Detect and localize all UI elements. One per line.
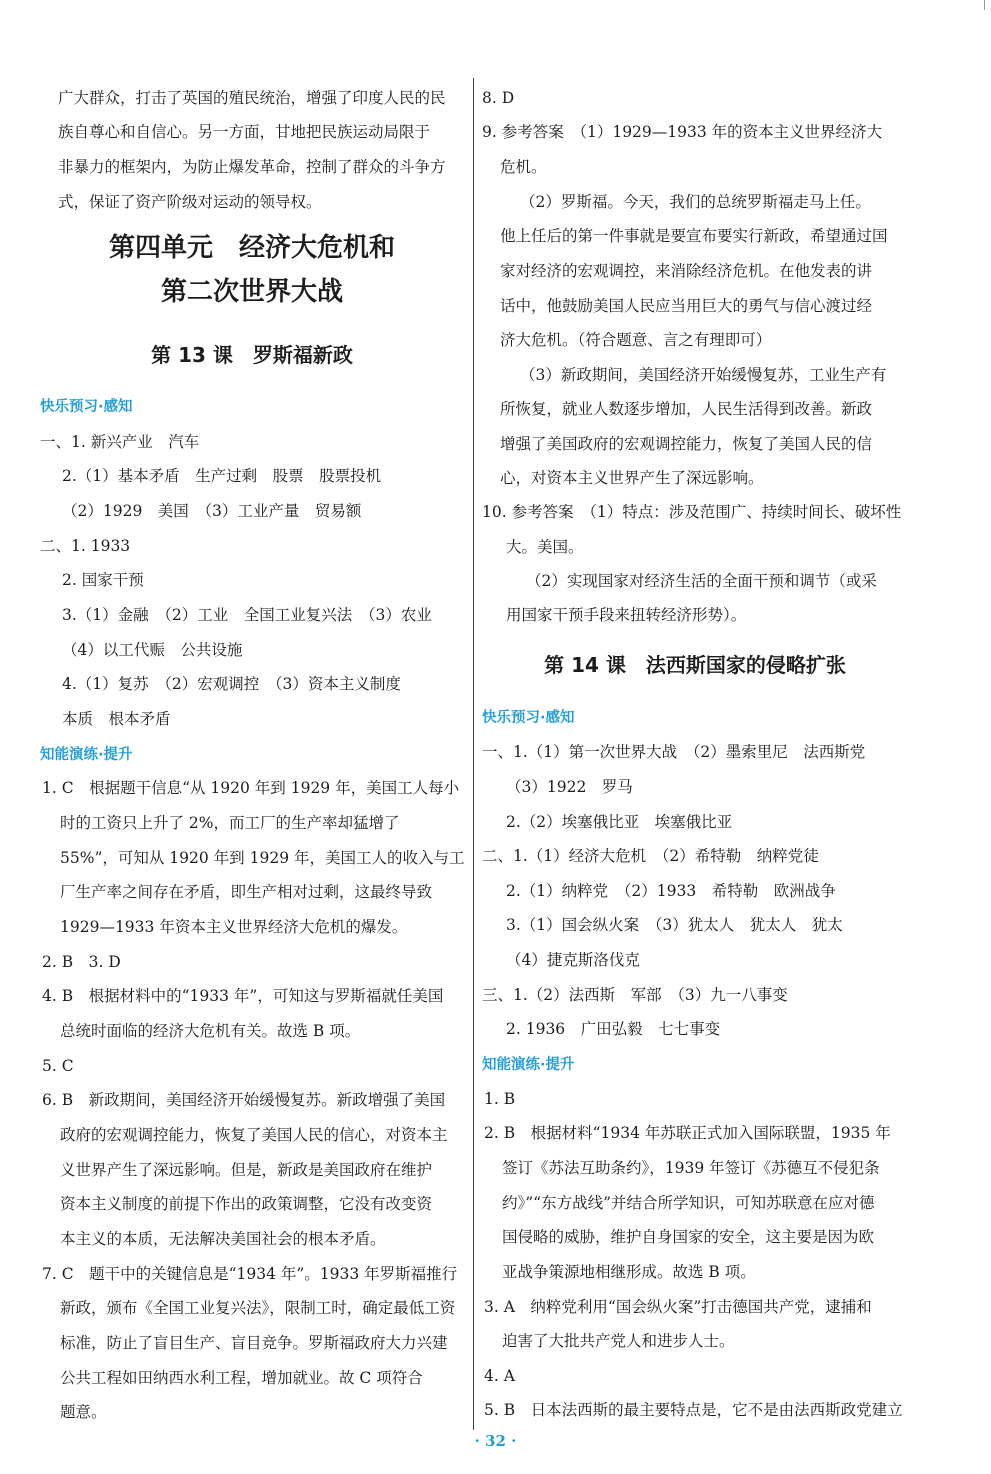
column-divider (473, 78, 474, 1430)
answer-line: 1929—1933 年资本主义世界经济大危机的爆发。 (60, 918, 408, 936)
unit-title-line-1: 第四单元 经济大危机和 (108, 233, 395, 263)
answer-line: 国侵略的威胁，维护自身国家的安全，这主要是因为欧 (502, 1228, 875, 1246)
corner-mark (984, 0, 985, 10)
answer-line: 资本主义制度的前提下作出的政策调整，它没有改变资 (60, 1195, 433, 1213)
answer-line: 2. 国家干预 (62, 571, 144, 589)
answer-line: 新政，颁布《全国工业复兴法》，限制工时，确定最低工资 (60, 1299, 456, 1317)
answer-line: 时的工资只上升了 2%，而工厂的生产率却猛增了 (60, 814, 400, 832)
answer-line: （2）罗斯福。今天，我们的总统罗斯福走马上任。 (520, 193, 871, 211)
answer-line: 1. C 根据题干信息“从 1920 年到 1929 年，美国工人每小 (42, 779, 460, 797)
answer-line: 本质 根本矛盾 (62, 710, 171, 728)
lesson-title: 第 14 课 法西斯国家的侵略扩张 (544, 653, 846, 677)
answer-line: 大。美国。 (506, 538, 584, 556)
answer-line: 厂生产率之间存在矛盾，即生产相对过剩，这最终导致 (60, 883, 433, 901)
lesson-title: 第 13 课 罗斯福新政 (151, 343, 353, 367)
answer-line: 家对经济的宏观调控，来消除经济危机。在他发表的讲 (500, 262, 873, 280)
answer-line: 6. B 新政期间，美国经济开始缓慢复苏。新政增强了美国 (42, 1091, 446, 1109)
answer-line: 2.（2）埃塞俄比亚 埃塞俄比亚 (506, 813, 733, 831)
answer-line: 5. B 日本法西斯的最主要特点是，它不是由法西斯政党建立 (484, 1401, 903, 1419)
answer-line: 3.（1）国会纵火案 （3）犹太人 犹太人 犹太 (506, 916, 843, 934)
answer-line: 2.（1）基本矛盾 生产过剩 股票 股票投机 (62, 467, 382, 485)
answer-line: （2）1929 美国 （3）工业产量 贸易额 (62, 502, 362, 520)
answer-line: 10. 参考答案 （1）特点：涉及范围广、持续时间长、破坏性 (482, 503, 902, 521)
answer-line: 亚战争策源地相继形成。故选 B 项。 (502, 1263, 756, 1281)
answer-line: （3）新政期间，美国经济开始缓慢复苏，工业生产有 (520, 366, 887, 384)
text-line: 广大群众，打击了英国的殖民统治，增强了印度人民的民 (58, 89, 446, 107)
answer-line: 3. A 纳粹党利用“国会纵火案”打击德国共产党，逮捕和 (484, 1298, 872, 1316)
answer-line: 2.（1）纳粹党 （2）1933 希特勒 欧洲战争 (506, 882, 836, 900)
answer-line: 增强了美国政府的宏观调控能力，恢复了美国人民的信 (500, 435, 873, 453)
answer-line: 二、1.（1）经济大危机 （2）希特勒 纳粹党徒 (482, 847, 819, 865)
text-line: 非暴力的框架内，为防止爆发革命，控制了群众的斗争方 (58, 158, 446, 176)
answer-line: 一、1. 新兴产业 汽车 (40, 433, 200, 451)
text-line: 族自尊心和自信心。另一方面，甘地把民族运动局限于 (58, 123, 431, 141)
answer-line: （2）实现国家对经济生活的全面干预和调节（或采 (526, 572, 877, 590)
answer-line: 三、1.（2）法西斯 军部 （3）九一八事变 (482, 986, 788, 1004)
answer-line: 约》”“东方战线”并结合所学知识，可知苏联意在应对德 (502, 1194, 875, 1212)
answer-line: 义世界产生了深远影响。但是，新政是美国政府在维护 (60, 1161, 433, 1179)
section-heading-preview: 快乐预习·感知 (482, 710, 575, 726)
answer-line: 5. C (42, 1057, 74, 1075)
answer-line: 4.（1）复苏 （2）宏观调控 （3）资本主义制度 (62, 675, 401, 693)
answer-line: 他上任后的第一件事就是要宣布要实行新政，希望通过国 (500, 227, 888, 245)
section-heading-practice: 知能演练·提升 (482, 1057, 575, 1073)
answer-line: 55%”，可知从 1920 年到 1929 年，美国工人的收入与工 (60, 849, 465, 867)
answer-line: 标准，防止了盲目生产、盲目竞争。罗斯福政府大力兴建 (60, 1334, 448, 1352)
unit-title-line-2: 第二次世界大战 (160, 277, 343, 307)
answer-line: 2. B 3. D (42, 953, 121, 971)
answer-line: 心，对资本主义世界产生了深远影响。 (500, 469, 764, 487)
text-line: 式，保证了资产阶级对运动的领导权。 (58, 193, 322, 211)
answer-line: （4）捷克斯洛伐克 (506, 951, 640, 969)
answer-line: 公共工程如田纳西水利工程，增加就业。故 C 项符合 (60, 1369, 423, 1387)
answer-line: 签订《苏法互助条约》，1939 年签订《苏德互不侵犯条 (502, 1159, 880, 1177)
answer-line: 政府的宏观调控能力，恢复了美国人民的信心，对资本主 (60, 1126, 448, 1144)
answer-line: 本主义的本质，无法解决美国社会的根本矛盾。 (60, 1230, 386, 1248)
answer-line: 所恢复，就业人数逐步增加，人民生活得到改善。新政 (500, 400, 873, 418)
answer-line: 总统时面临的经济大危机有关。故选 B 项。 (60, 1022, 361, 1040)
answer-line: 二、1. 1933 (40, 537, 131, 555)
section-heading-practice: 知能演练·提升 (40, 747, 133, 763)
answer-line: （4）以工代赈 公共设施 (62, 641, 243, 659)
answer-line: 1. B (484, 1090, 516, 1108)
answer-line: 2. B 根据材料“1934 年苏联正式加入国际联盟，1935 年 (484, 1124, 891, 1142)
answer-line: 话中，他鼓励美国人民应当用巨大的勇气与信心渡过经 (500, 297, 873, 315)
answer-line: （3）1922 罗马 (506, 778, 633, 796)
answer-line: 7. C 题干中的关键信息是“1934 年”。1933 年罗斯福推行 (42, 1265, 458, 1283)
answer-line: 济大危机。（符合题意、言之有理即可） (500, 331, 772, 349)
section-heading-preview: 快乐预习·感知 (40, 399, 133, 415)
answer-line: 9. 参考答案 （1）1929—1933 年的资本主义世界经济大 (482, 123, 883, 141)
answer-line: 危机。 (500, 158, 547, 176)
answer-line: 3.（1）金融 （2）工业 全国工业复兴法 （3）农业 (62, 606, 432, 624)
page-number: · 32 · (474, 1432, 517, 1450)
answer-line: 题意。 (60, 1403, 107, 1421)
answer-line: 4. B 根据材料中的“1933 年”，可知这与罗斯福就任美国 (42, 987, 444, 1005)
answer-line: 8. D (482, 89, 515, 107)
answer-line: 用国家干预手段来扭转经济形势）。 (506, 606, 747, 624)
answer-line: 4. A (484, 1367, 515, 1385)
answer-line: 2. 1936 广田弘毅 七七事变 (506, 1020, 721, 1038)
answer-line: 迫害了大批共产党人和进步人士。 (502, 1332, 735, 1350)
answer-line: 一、1.（1）第一次世界大战 （2）墨索里尼 法西斯党 (482, 743, 866, 761)
